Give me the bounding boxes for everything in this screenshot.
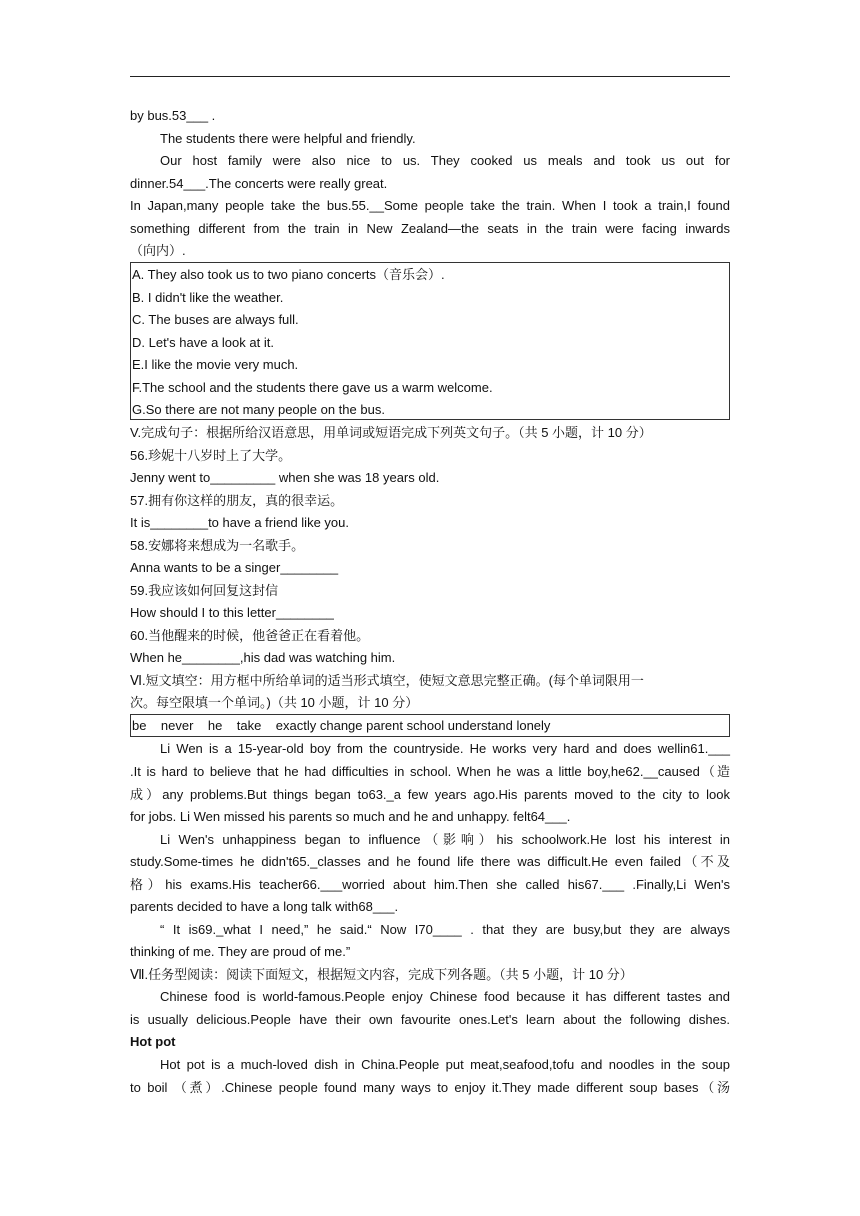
text-line: dinner.54___.The concerts were really great. (130, 176, 388, 191)
section-heading: V.完成句子：根据所给汉语意思，用单词或短语完成下列英文句子。（共 5 小题，计 10 分） (130, 425, 652, 440)
text-line: Chinese food is world-famous.People enjoy Chinese food because it has different tastes and (160, 989, 730, 1004)
text-line: 59.我应该如何回复这封信 (130, 583, 279, 598)
text-line: 56.珍妮十八岁时上了大学。 (130, 448, 292, 463)
text-line: Li Wen is a 15-year-old boy from the countryside. He works very hard and does wellin61.___ (160, 741, 730, 756)
subheading: Hot pot (130, 1034, 176, 1049)
section-heading: 次。每空限填一个单词。)（共 10 小题，计 10 分） (130, 695, 419, 710)
text-line: “ It is69._what I need,” he said.“ Now I70____ . that they are busy,but they are always (160, 922, 730, 937)
text-line: Anna wants to be a singer________ (130, 560, 339, 575)
text-line: 成）any problems.But things began to63._a few years ago.His parents moved to the city to look (130, 787, 730, 802)
text-line: Our host family were also nice to us. They cooked us meals and took us out for (160, 153, 730, 168)
text-line: How should I to this letter________ (130, 605, 334, 620)
text-line: When he________,his dad was watching him. (130, 650, 396, 665)
text-line: （向内）. (130, 243, 186, 258)
text-line: 格）his exams.His teacher66.___worried about him.Then she called his67.___ .Finally,Li Wen's (130, 877, 730, 892)
word-bank: be never he take exactly change parent school understand lonely (132, 718, 551, 733)
options-box (130, 262, 730, 420)
option-a: A. They also took us to two piano concerts（音乐会）. (132, 267, 445, 282)
text-line: 58.安娜将来想成为一名歌手。 (130, 538, 305, 553)
text-line: It is________to have a friend like you. (130, 515, 349, 530)
text-line: parents decided to have a long talk with68___. (130, 899, 399, 914)
option-g: G.So there are not many people on the bus. (132, 402, 385, 417)
section-heading: Ⅵ.短文填空：用方框中所给单词的适当形式填空，使短文意思完整正确。(每个单词限用一 (130, 673, 644, 688)
text-line: study.Some-times he didn't65._classes and he found life there was difficult.He even failed（不及 (130, 854, 730, 869)
option-c: C. The buses are always full. (132, 312, 299, 327)
text-line: is usually delicious.People have their own favourite ones.Let's learn about the following dishes. (130, 1012, 730, 1027)
option-b: B. I didn't like the weather. (132, 290, 284, 305)
text-line: 60.当他醒来的时候，他爸爸正在看着他。 (130, 628, 370, 643)
option-d: D. Let's have a look at it. (132, 335, 274, 350)
text-line: Li Wen's unhappiness began to influence（影响）his schoolwork.He lost his interest in (160, 832, 730, 847)
text-line: Hot pot is a much-loved dish in China.People put meat,seafood,tofu and noodles in the soup (160, 1057, 730, 1072)
option-f: F.The school and the students there gave us a warm welcome. (132, 380, 493, 395)
text-line: something different from the train in New Zealand—the seats in the train were facing inwards (130, 221, 730, 236)
text-line: thinking of me. They are proud of me.” (130, 944, 351, 959)
text-line: for jobs. Li Wen missed his parents so much and he and unhappy. felt64___. (130, 809, 571, 824)
text-line: by bus.53___ . (130, 108, 216, 123)
text-line: In Japan,many people take the bus.55.__Some people take the train. When I took a train,I found (130, 198, 730, 213)
word-box (130, 714, 730, 737)
text-line: The students there were helpful and friendly. (160, 131, 416, 146)
header-rule (130, 76, 730, 77)
option-e: E.I like the movie very much. (132, 357, 299, 372)
section-heading: Ⅶ.任务型阅读：阅读下面短文，根据短文内容，完成下列各题。（共 5 小题，计 10 分） (130, 967, 633, 982)
text-line: .It is hard to believe that he had difficulties in school. When he was a little boy,he62.__caused（造 (130, 764, 730, 779)
text-line: 57.拥有你这样的朋友，真的很幸运。 (130, 493, 344, 508)
text-line: to boil （煮）.Chinese people found many ways to enjoy it.They made different soup bases（汤 (130, 1080, 730, 1095)
text-line: Jenny went to_________ when she was 18 years old. (130, 470, 440, 485)
